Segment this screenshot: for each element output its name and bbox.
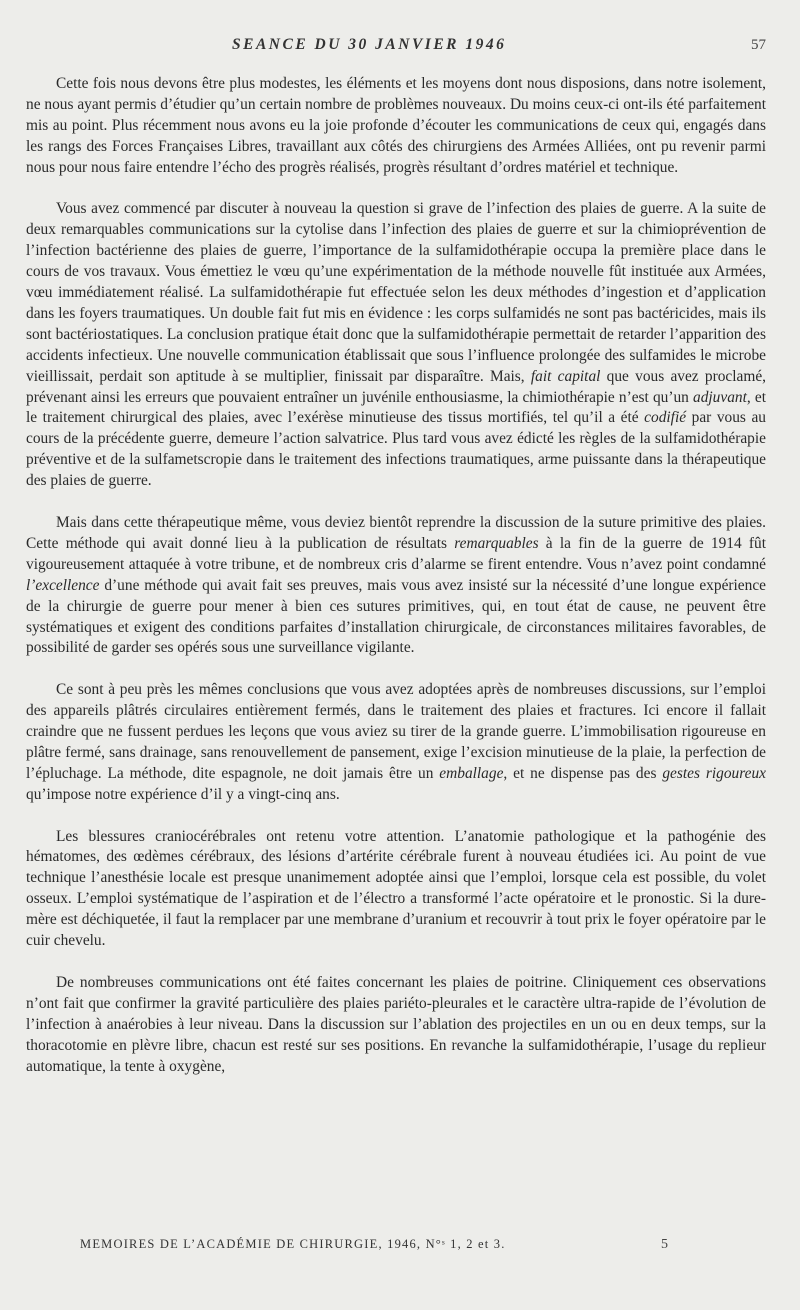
page-footer [80,1237,668,1257]
text-run: d’une méthode qui avait fait ses preuves, mais vous avez insisté sur la nécessité d’une longue expérience de la chirurgie de guerre pour mener à bien ces sutures primitives, qui, en tout état de cause, ne peuvent être systématiques et exigent des conditions parfaites d’installation chirurgicale, de circonstances militaires favorables, de possibilité de garder ses opérés sous une surveillance vigilante. [26,576,766,657]
running-title: SEANCE DU 30 JANVIER 1946 [232,36,507,53]
text-run: Les blessures craniocérébrales ont retenu votre attention. L’anatomie pathologique et la pathogénie des hématomes, des œdèmes cérébraux, des lésions d’artérite cérébrale furent à nouveau étudiées ici. Au point de vue technique l’anesthésie locale est presque unanimement adoptée ainsi que l’emploi, lorsque cela est possible, du volet osseux. L’emploi systématique de l’aspiration et de l’électro a transformé l’acte opératoire et le pronostic. Si la dure-mère est déchiquetée, il faut la remplacer par une membrane d’uranium et recouvrir à tout prix le foyer opératoire par le cuir chevelu. [26,827,766,950]
paragraph [26,827,766,952]
body-text [26,74,766,1077]
emphasis-text: remarquables [454,534,539,552]
emphasis-text: gestes rigoureux [662,764,767,782]
emphasis-text: l’excellence [26,576,100,594]
paragraph [26,973,766,1078]
paragraph [26,199,766,492]
paragraph [26,680,766,805]
paragraph [26,74,766,179]
text-run: que vous avez proclamé, prévenant ainsi les erreurs que pouvaient entraîner un juvénile enthousiasme, la chimiothérapie n’est qu’un [26,367,766,406]
journal-reference: MEMOIRES DE L’ACADÉMIE DE CHIRURGIE, 1946, N°ˢ 1, 2 et 3. [80,1237,506,1251]
text-run: qu’impose notre expérience d’il y a vingt-cinq ans. [26,785,340,803]
running-header [26,36,766,62]
text-run: Cette fois nous devons être plus modestes, les éléments et les moyens dont nous disposions, dans notre isolement, ne nous ayant permis d’étudier qu’un certain nombre de problèmes nouveaux. Du moins ceux-ci ont-ils été parfaitement mis au point. Plus récemment nous avons eu la joie profonde d’écouter les communications de ceux qui, engagés dans les rangs des Forces Françaises Libres, travaillant aux côtés des chirurgiens des Armées Alliées, ont pu revenir parmi nous pour nous faire entendre l’écho des progrès réalisés, progrès résultant d’ordres matériel et technique. [26,75,766,176]
page-number: 57 [751,37,766,53]
text-run: par vous au cours de la précédente guerre, demeure l’action salvatrice. Plus tard vous avez édicté les règles de la sulfamidothérapie préventive et de la sulfametscropie dans le traitement des infections traumatiques, arme puissante dans la thérapeutique des plaies de guerre. [26,409,766,490]
text-run: Mais dans cette thérapeutique même, vous deviez bientôt reprendre la discussion de la suture primitive des plaies. Cette méthode qui avait donné lieu à la publication de résultats [26,514,766,552]
text-run: Vous avez commencé par discuter à nouveau la question si grave de l’infection des plaies de guerre. A la suite de deux remarquables communications sur la cytolise dans l’infection des plaies de guerre et sur la chimioprévention de l’infection bactérienne des plaies de guerre, l’importance de la sulfamidothérapie occupa la première place dans le cours de vos travaux. Vous émettiez le vœu qu’une expérimentation de la méthode nouvelle fût instituée aux Armées, vœu immédiatement réalisé. La sulfamidothérapie fut effectuée selon les deux méthodes d’ingestion et d’application dans les foyers traumatiques. Un double fait fut mis en évidence : les corps sulfamidés ne sont pas bactéricides, mais ils sont bactériostatiques. La conclusion pratique était donc que la sulfamidothérapie permettait de retarder l’apparition des accidents infectieux. Une nouvelle communication établissait que sous l’influence prolongée des sulfamides le microbe vieillissait, perdait son aptitude à se multiplier, finissait par disparaître. Mais, [26,200,766,385]
text-run: De nombreuses communications ont été faites concernant les plaies de poitrine. Cliniquement ces observations n’ont fait que confirmer la gravité particulière des plaies pariéto-pleurales et le caractère ultra-rapide de l’évolution de l’infection à anaérobies à leur niveau. Dans la discussion sur l’ablation des projectiles en un ou en deux temps, sur la thoracotomie en plèvre libre, chacun est resté sur ses positions. En revanche la sulfamidothérapie, l’usage du replieur automatique, la tente à oxygène, [26,973,766,1075]
text-run: , et ne dispense pas des [503,764,663,782]
paragraph [26,513,766,659]
emphasis-text: codifié [644,409,687,427]
sheet-signature: 5 [661,1237,668,1252]
text-run: , et le traitement chirurgical des plaies, avec l’exérèse minutieuse des tissus mortifiés, tel qu’il a été [26,388,766,427]
emphasis-text: adjuvant [693,388,747,406]
text-run: Ce sont à peu près les mêmes conclusions que vous avez adoptées après de nombreuses discussions, sur l’emploi des appareils plâtrés circulaires entièrement fermés, dans le traitement des plaies et fractures. Ici encore il fallait craindre que ne fussent perdues les leçons que vous aviez su tirer de la grande guerre. L’immobilisation rigoureuse en plâtre fermé, sans drainage, sans renouvellement de pansement, exige l’excision minutieuse de la plaie, la perfection de l’épluchage. La méthode, dite espagnole, ne doit jamais être un [26,681,766,782]
text-run: à la fin de la guerre de 1914 fût vigoureusement attaquée à votre tribune, et de nombreux cris d’alarme se firent entendre. Vous n’avez point condamné [26,534,766,573]
emphasis-text: fait capital [530,367,601,385]
emphasis-text: emballage [439,764,504,782]
